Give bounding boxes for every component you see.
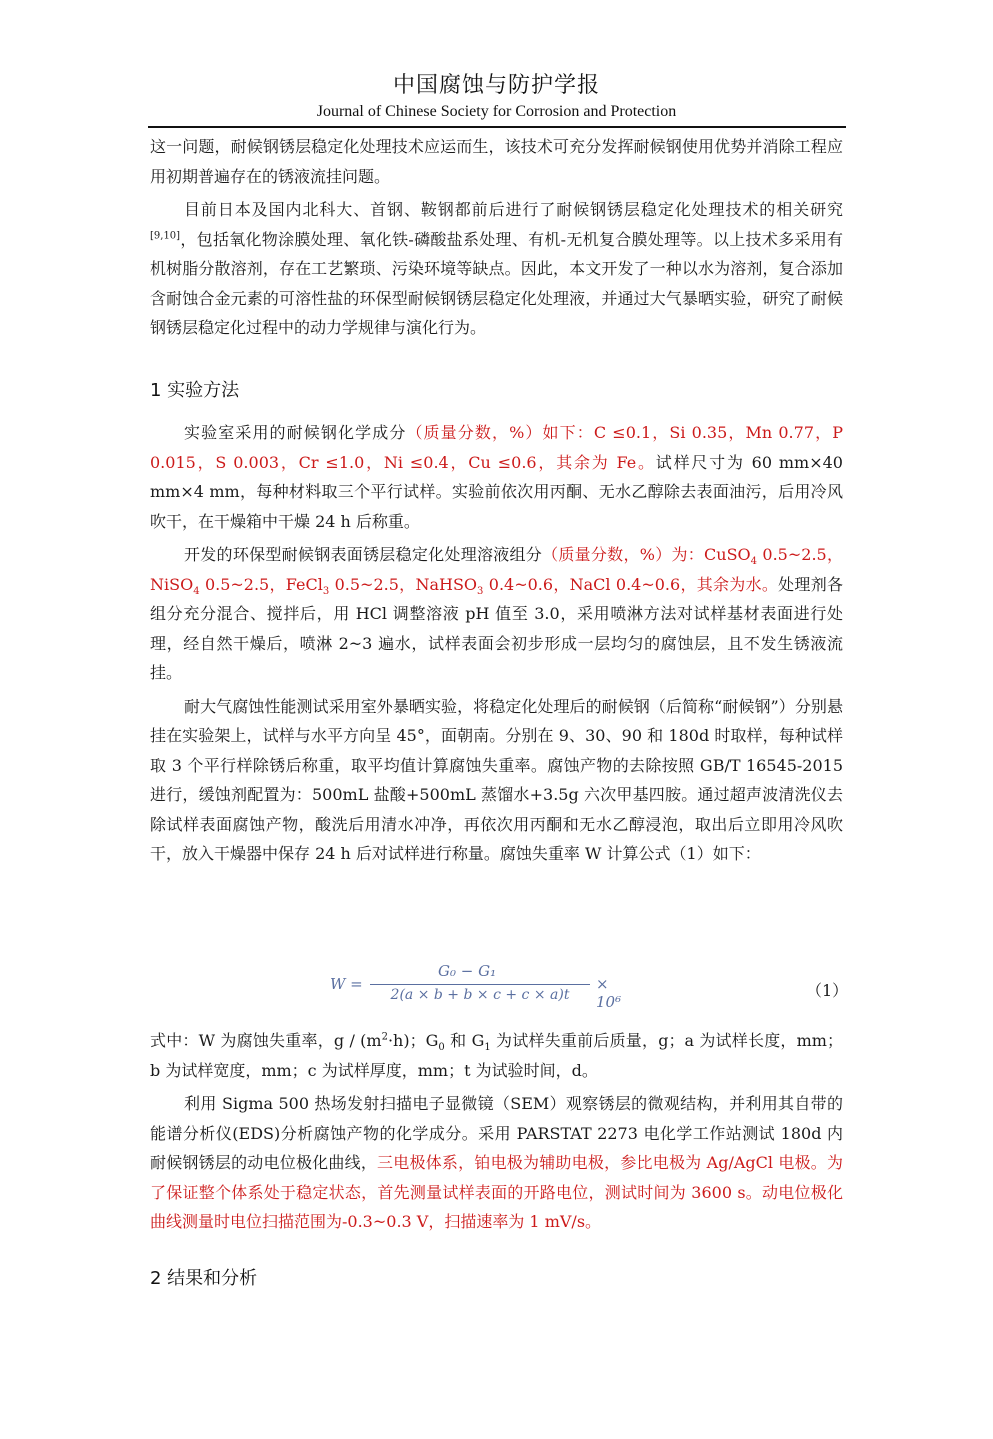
variables-paragraph [150, 1026, 843, 1085]
sem-text: 利用 Sigma 500 热场发射扫描电子显微镜（SEM）观察锈层的微观结构，并利用其自带的能谱分析仪(EDS)分析腐蚀产物的化学成分。采用 PARSTAT 2273 电化学工作站测试 180d 内耐候钢锈层的动电位极化曲线， [150, 1094, 843, 1172]
variables-text-c: 和 G [444, 1031, 485, 1050]
subscript: 4 [193, 585, 200, 597]
intro-block [150, 132, 843, 343]
intro-paragraph-2 [150, 195, 843, 343]
subscript: 1 [484, 1042, 491, 1054]
journal-title-cn: 中国腐蚀与防护学报 [392, 73, 600, 98]
materials-text-b: 试样尺寸为 60 mm×40 mm×4 mm，每种材料取三个平行试样。实验前依次用丙酮、无水乙醇除去表面油污，后用冷风吹干，在干燥箱中干燥 24 h 后称重。 [150, 452, 843, 531]
section-1-block [150, 418, 843, 869]
intro-p2-text-b: ，包括氧化物涂膜处理、氧化铁-磷酸盐系处理、有机-无机复合膜处理等。以上技术多采用有机树脂分散溶剂，存在工艺繁琐、污染环境等缺点。因此，本文开发了一种以水为溶剂，复合添加含耐蚀合金元素的可溶性盐的环保型耐候钢锈层稳定化处理液，并通过大气暴晒实验，研究了耐候钢锈层稳定化过程中的动力学规律与演化行为。 [150, 229, 843, 337]
formula-rhs: × 10⁶ [596, 975, 622, 1011]
formula-numerator: G₀ − G₁ [438, 962, 497, 980]
subscript: 4 [750, 556, 758, 568]
intro-paragraph-1: 这一问题，耐候钢锈层稳定化处理技术应运而生，该技术可充分发挥耐候钢使用优势并消除工程应用初期普遍存在的锈液流挂问题。 [150, 137, 843, 186]
header-rule [148, 126, 846, 128]
solution-part-4: 0.5~2.5，NaHSO [329, 574, 478, 594]
solution-text-a: 开发的环保型耐候钢表面锈层稳定化处理溶液组分 [184, 545, 543, 564]
materials-text-a: 实验室采用的耐候钢化学成分 [184, 423, 407, 442]
formula-lhs: W = [330, 975, 363, 993]
variables-text-b: ·h)；G [387, 1031, 439, 1050]
intro-p2-text-a: 目前日本及国内北科大、首钢、鞍钢都前后进行了耐候钢锈层稳定化处理技术的相关研究 [184, 200, 843, 219]
sem-paragraph [150, 1089, 843, 1237]
solution-part-5: 0.4~0.6，NaCl 0.4~0.6，其余为水。 [483, 574, 779, 594]
citation-ref: [9,10] [150, 230, 181, 242]
exposure-paragraph: 耐大气腐蚀性能测试采用室外暴晒实验，将稳定化处理后的耐候钢（后简称“耐候钢”）分别悬挂在实验架上，试样与水平方向呈 45°，面朝南。分别在 9、30、90 和 180d 时取样，每种试样取 3 个平行样除锈后称重，取平均值计算腐蚀失重率。腐蚀产物的去除按照 GB/T 16545-2015 进行，缓蚀剂配置为：500mL 盐酸+500mL 蒸馏水+3.5g 六次甲基四胺。通过超声波清洗仪去除试样表面腐蚀产物，酸洗后用清水冲净，再依次用丙酮和无水乙醇浸泡，取出后立即用冷风吹干，放入干燥器中保存 24 h 后对试样进行称量。腐蚀失重率 W 计算公式（1）如下： [150, 696, 843, 863]
subscript: 3 [477, 585, 484, 597]
fraction-bar [370, 984, 590, 985]
electrochem-highlight: 三电极体系，铂电极为辅助电极，参比电极为 Ag/AgCl 电极。为了保证整个体系处于稳定状态，首先测量试样表面的开路电位，测试时间为 3600 s。动电位极化曲线测量时电位扫描范围为-0.3~0.3 V，扫描速率为 1 mV/s。 [150, 1153, 843, 1231]
materials-paragraph [150, 418, 843, 536]
solution-paragraph [150, 540, 843, 688]
solution-part-2: 0.5~2.5，NiSO [150, 545, 843, 594]
solution-part-1: （质量分数，%）为：CuSO [542, 545, 751, 564]
journal-title-en: Journal of Chinese Society for Corrosion and Protection [316, 103, 677, 120]
section-1-block-2 [150, 1026, 843, 1237]
subscript: 3 [322, 585, 330, 597]
formula-denominator: 2(a × b + b × c + c × a)t [390, 987, 570, 1003]
subscript: 0 [438, 1042, 445, 1054]
equation-number: （1） [806, 981, 849, 1000]
composition-highlight: （质量分数，%）如下：C ≤0.1，Si 0.35，Mn 0.77，P 0.015，S 0.003，Cr ≤1.0，Ni ≤0.4，Cu ≤0.6，其余为 Fe。 [150, 423, 843, 472]
section-2-heading: 2 结果和分析 [150, 1268, 258, 1289]
superscript: 2 [381, 1031, 388, 1043]
solution-part-3: 0.5~2.5，FeCl [199, 574, 323, 594]
solution-text-b: 处理剂各组分充分混合、搅拌后，用 HCl 调整溶液 pH 值至 3.0，采用喷淋方法对试样基材表面进行处理，经自然干燥后，喷淋 2~3 遍水，试样表面会初步形成一层均匀的腐蚀层，且不发生锈液流挂。 [150, 574, 843, 682]
section-1-heading: 1 实验方法 [150, 380, 240, 401]
weight-loss-formula [330, 962, 630, 1011]
variables-text-d: 为试样失重前后质量，g；a 为试样长度，mm；b 为试样宽度，mm；c 为试样厚度，mm；t 为试验时间，d。 [150, 1031, 843, 1080]
variables-text-a: 式中：W 为腐蚀失重率，g / (m [150, 1031, 382, 1050]
